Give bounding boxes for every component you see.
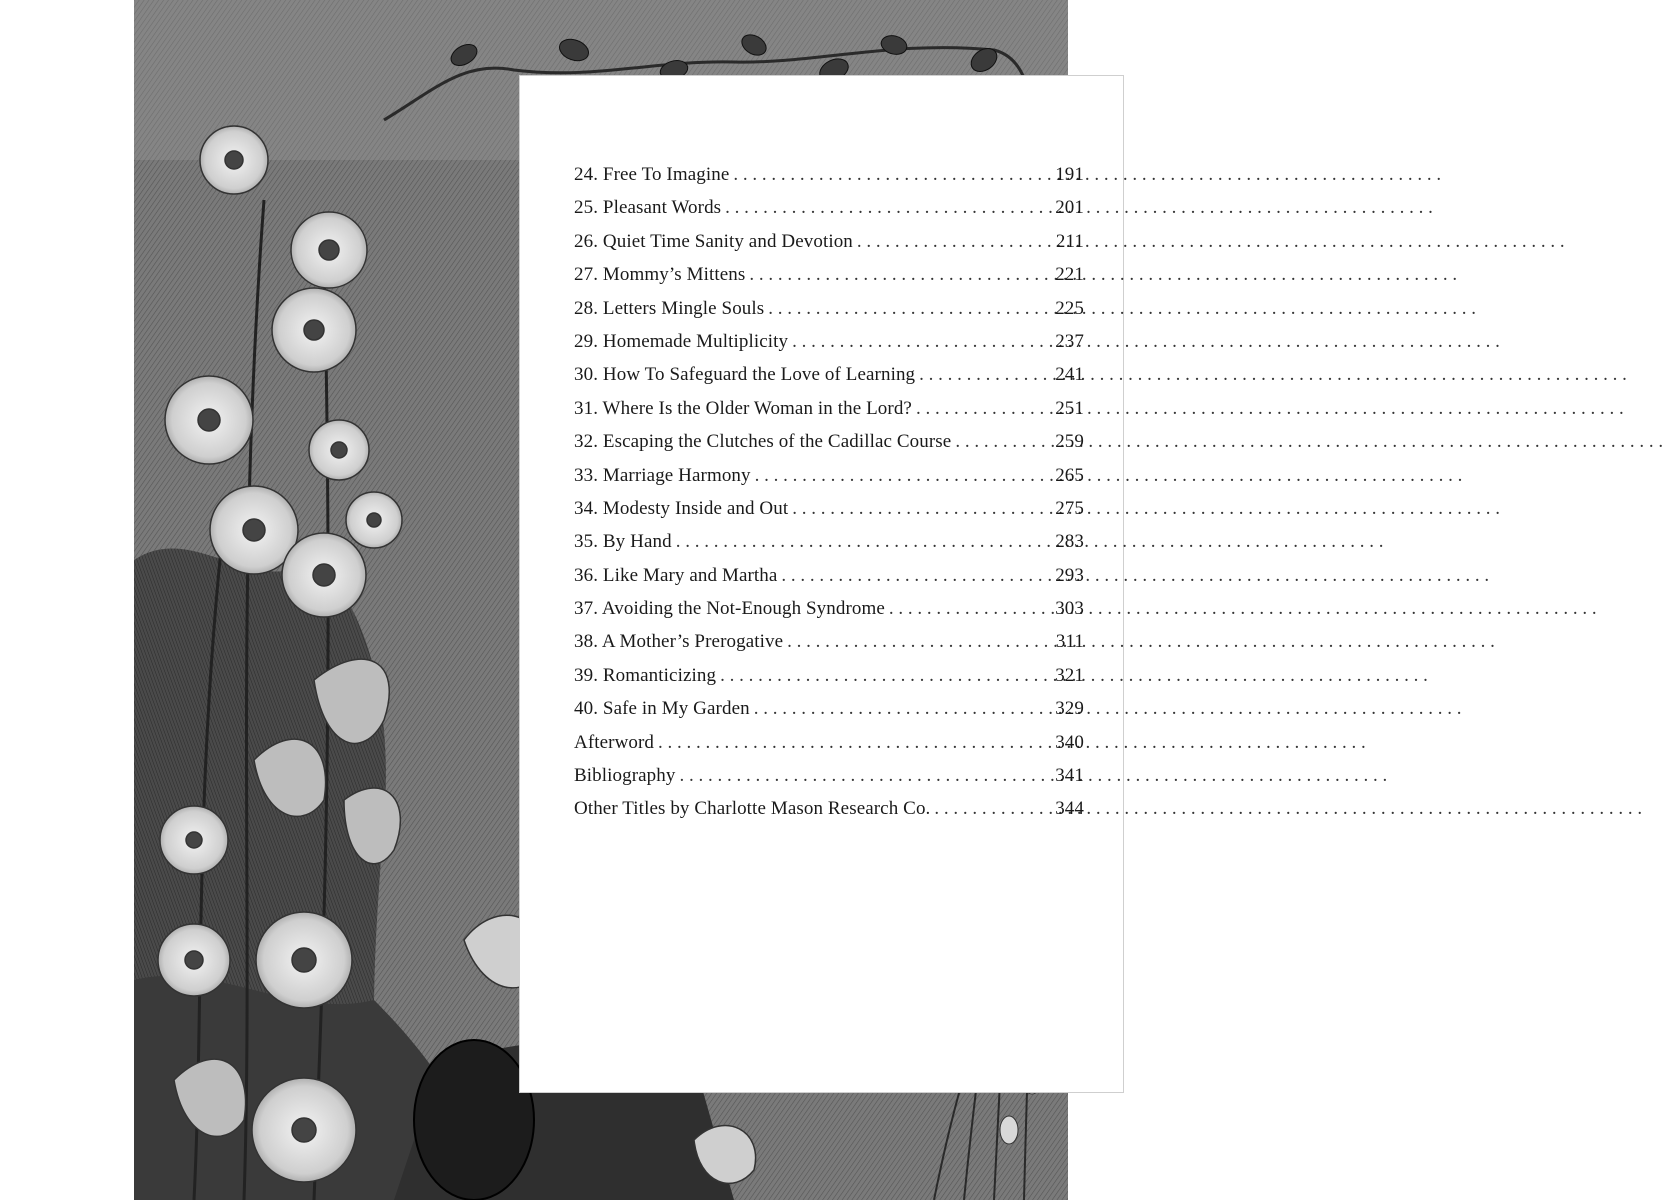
toc-entry-title: Bibliography (574, 765, 676, 787)
toc-entry-title: Afterword (574, 731, 655, 753)
toc-entry-title: 33. Marriage Harmony (574, 464, 751, 486)
toc-entry-title: 36. Like Mary and Martha (574, 564, 778, 586)
toc-entry (574, 197, 1084, 230)
toc-entry (574, 531, 1084, 564)
toc-dot-leader (792, 331, 1048, 353)
book-page (134, 0, 1084, 1200)
toc-entry-page-number: 191 (1055, 164, 1084, 185)
toc-dot-leader (919, 364, 1048, 386)
toc-entry (574, 498, 1084, 531)
toc-entry (574, 565, 1084, 598)
toc-dot-leader (781, 565, 1048, 587)
toc-entry-title: 40. Safe in My Garden (574, 698, 750, 720)
toc-dot-leader (857, 231, 1048, 253)
toc-entry-title: 25. Pleasant Words (574, 197, 722, 219)
toc-list (574, 164, 1084, 832)
toc-entry-page-number: 237 (1055, 330, 1084, 352)
toc-entry-page-number: 293 (1055, 564, 1084, 586)
toc-dot-leader (916, 398, 1048, 420)
toc-entry-page-number: 321 (1055, 664, 1084, 686)
toc-entry-page-number: 201 (1055, 197, 1084, 219)
toc-entry-title: 35. By Hand (574, 531, 672, 553)
toc-entry-page-number: 259 (1055, 431, 1084, 453)
toc-dot-leader (787, 631, 1048, 653)
toc-entry-title: 30. How To Safeguard the Love of Learning (574, 364, 916, 386)
toc-entry-page-number: 344 (1055, 798, 1084, 820)
toc-entry-page-number: 329 (1055, 698, 1084, 720)
toc-entry-page-number: 251 (1055, 397, 1084, 419)
toc-dot-leader (725, 197, 1048, 219)
toc-entry-title: 38. A Mother’s Prerogative (574, 631, 784, 653)
toc-entry (574, 164, 1084, 197)
toc-dot-leader (733, 164, 1048, 186)
toc-entry-title: 32. Escaping the Clutches of the Cadillac Course (574, 431, 952, 453)
toc-dot-leader (755, 465, 1048, 487)
toc-entry (574, 631, 1084, 664)
toc-dot-leader (749, 264, 1048, 286)
toc-entry-page-number: 241 (1055, 364, 1084, 386)
toc-entry (574, 598, 1084, 631)
toc-entry-page-number: 265 (1055, 464, 1084, 486)
toc-entry-title: 29. Homemade Multiplicity (574, 330, 789, 352)
toc-entry (574, 231, 1084, 264)
toc-dot-leader (934, 798, 1048, 820)
toc-entry-page-number: 341 (1055, 765, 1084, 787)
toc-entry-title: 26. Quiet Time Sanity and Devotion (574, 230, 853, 252)
toc-entry-title: 27. Mommy’s Mittens (574, 264, 746, 286)
toc-entry-title: Other Titles by Charlotte Mason Research Co. (574, 798, 931, 820)
toc-dot-leader (676, 531, 1048, 553)
toc-entry (574, 465, 1084, 498)
toc-dot-leader (889, 598, 1048, 620)
toc-entry (574, 732, 1084, 765)
toc-entry (574, 798, 1084, 831)
toc-dot-leader (754, 698, 1048, 720)
toc-entry-page-number: 211 (1055, 230, 1084, 252)
toc-entry-title: 34. Modesty Inside and Out (574, 497, 789, 519)
toc-entry-page-number: 311 (1055, 631, 1084, 653)
toc-entry-page-number: 340 (1055, 731, 1084, 753)
toc-dot-leader (768, 298, 1048, 320)
toc-entry (574, 765, 1084, 798)
toc-entry-page-number: 221 (1055, 264, 1084, 286)
toc-dot-leader (658, 732, 1048, 754)
toc-dot-leader (720, 665, 1048, 687)
toc-entry (574, 298, 1084, 331)
toc-entry-title: 24. Free To Imagine (574, 164, 730, 185)
toc-dot-leader (792, 498, 1048, 520)
toc-dot-leader (679, 765, 1048, 787)
toc-entry-title: 39. Romanticizing (574, 664, 717, 686)
toc-entry (574, 331, 1084, 364)
toc-dot-leader (955, 431, 1048, 453)
toc-entry-page-number: 303 (1055, 598, 1084, 620)
toc-entry (574, 665, 1084, 698)
toc-entry-page-number: 225 (1055, 297, 1084, 319)
toc-entry (574, 264, 1084, 297)
toc-entry (574, 698, 1084, 731)
toc-entry-title: 37. Avoiding the Not-Enough Syndrome (574, 598, 885, 620)
toc-entry-title: 28. Letters Mingle Souls (574, 297, 765, 319)
toc-entry-page-number: 275 (1055, 497, 1084, 519)
toc-entry-title: 31. Where Is the Older Woman in the Lord? (574, 397, 912, 419)
table-of-contents-panel (519, 75, 1124, 1093)
toc-entry (574, 431, 1084, 464)
toc-entry (574, 398, 1084, 431)
toc-entry-page-number: 283 (1055, 531, 1084, 553)
toc-entry (574, 364, 1084, 397)
